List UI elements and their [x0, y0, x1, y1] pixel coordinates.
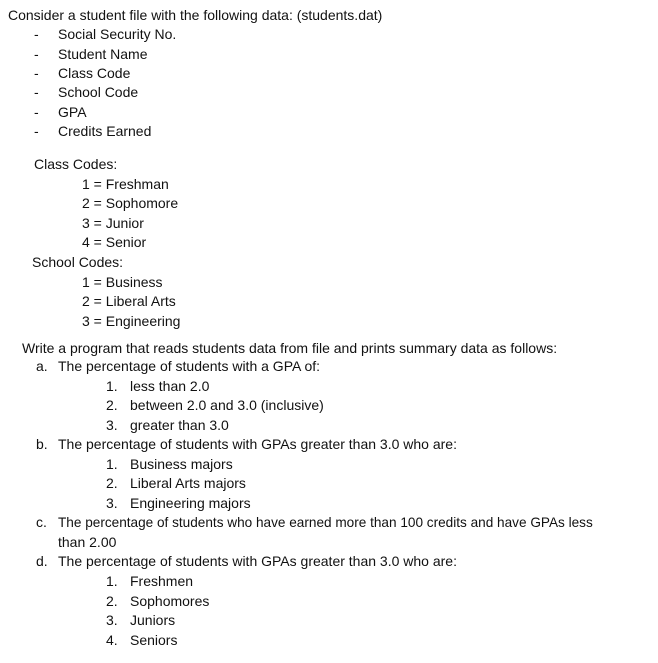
class-code-item: 2 = Sophomore	[82, 195, 179, 211]
question-text: The percentage of students who have earned more than 100 credits and have GPAs less	[58, 515, 593, 530]
sub-number: 3.	[106, 417, 118, 433]
sub-text: Sophomores	[130, 593, 210, 609]
field-name: GPA	[58, 104, 87, 120]
bullet-dash: -	[34, 84, 39, 100]
question-text: The percentage of students with a GPA of:	[58, 358, 321, 374]
field-name: Social Security No.	[58, 26, 177, 42]
question-letter: b.	[36, 436, 48, 452]
school-code-item: 3 = Engineering	[82, 313, 181, 329]
sub-text: Juniors	[130, 612, 176, 628]
sub-number: 3.	[106, 612, 118, 628]
sub-number: 2.	[106, 475, 118, 491]
question-text: The percentage of students with GPAs greater than 3.0 who are:	[58, 553, 457, 569]
field-name: Credits Earned	[58, 123, 152, 139]
sub-text: Seniors	[130, 632, 178, 648]
field-name: Class Code	[58, 65, 131, 81]
intro-text: Consider a student file with the following data: (students.dat)	[8, 7, 383, 23]
bullet-dash: -	[34, 26, 39, 42]
field-name: School Code	[58, 84, 139, 100]
bullet-dash: -	[34, 65, 39, 81]
school-code-item: 1 = Business	[82, 274, 163, 290]
field-name: Student Name	[58, 46, 148, 62]
sub-text: Business majors	[130, 456, 233, 472]
sub-text: less than 2.0	[130, 378, 210, 394]
question-letter: c.	[36, 514, 47, 530]
question-text: The percentage of students with GPAs greater than 3.0 who are:	[58, 436, 457, 452]
sub-text: Liberal Arts majors	[130, 475, 246, 491]
sub-text: Engineering majors	[130, 495, 251, 511]
sub-number: 4.	[106, 632, 118, 648]
sub-number: 1.	[106, 456, 118, 472]
school-code-item: 2 = Liberal Arts	[82, 293, 176, 309]
class-code-item: 4 = Senior	[82, 234, 147, 250]
bullet-dash: -	[34, 104, 39, 120]
sub-text: greater than 3.0	[130, 417, 229, 433]
sub-text: between 2.0 and 3.0 (inclusive)	[130, 397, 324, 413]
question-letter: d.	[36, 553, 48, 569]
task-text: Write a program that reads students data from file and prints summary data as follows:	[22, 340, 558, 356]
question-letter: a.	[36, 358, 48, 374]
bullet-dash: -	[34, 46, 39, 62]
bullet-dash: -	[34, 123, 39, 139]
sub-number: 2.	[106, 397, 118, 413]
sub-number: 2.	[106, 593, 118, 609]
school-codes-heading: School Codes:	[32, 254, 124, 270]
sub-number: 3.	[106, 495, 118, 511]
class-code-item: 1 = Freshman	[82, 176, 169, 192]
sub-number: 1.	[106, 573, 118, 589]
class-code-item: 3 = Junior	[82, 215, 144, 231]
class-codes-heading: Class Codes:	[34, 156, 118, 172]
sub-text: Freshmen	[130, 573, 194, 589]
question-text-continued: than 2.00	[58, 534, 117, 550]
sub-number: 1.	[106, 378, 118, 394]
